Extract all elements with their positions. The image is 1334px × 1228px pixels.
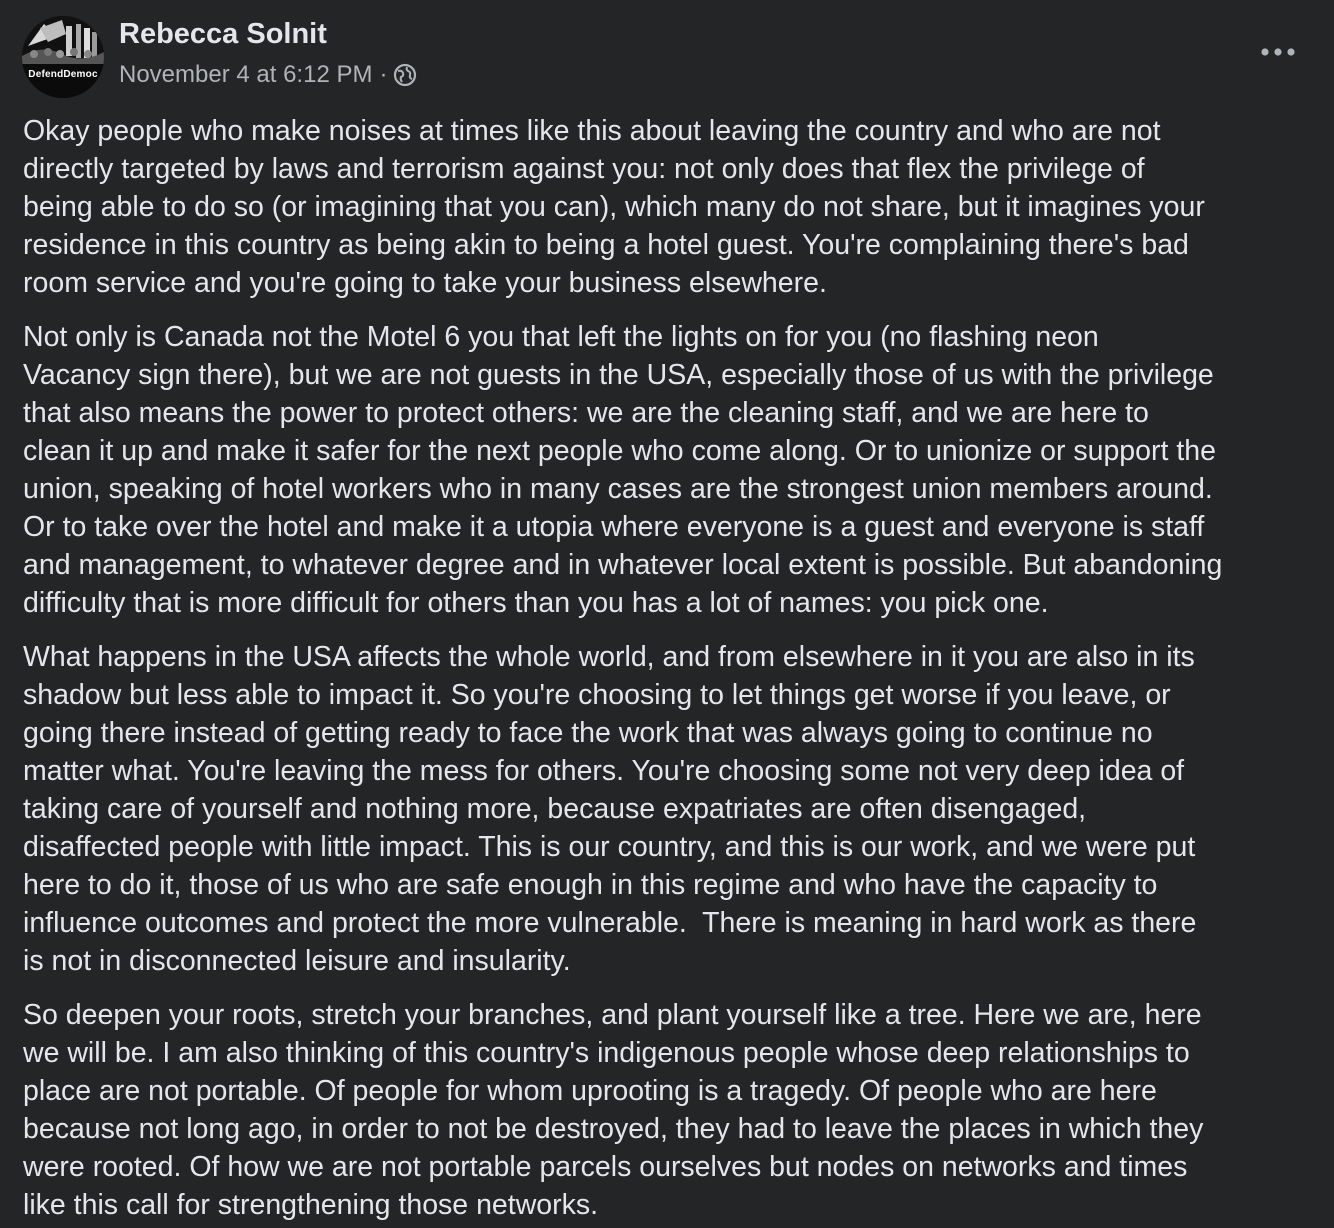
- author-name[interactable]: Rebecca Solnit: [119, 18, 327, 50]
- post-meta: [119, 60, 417, 90]
- avatar[interactable]: [22, 16, 104, 98]
- more-options-button[interactable]: [1258, 38, 1298, 66]
- post-paragraph-4: So deepen your roots, stretch your branches, and plant yourself like a tree. Here we are, here we will be. I am also thinking of this country's indigenous people whose deep relationships to place are not portable. Of people for whom uprooting is a tragedy. Of people who are here because not long ago, in order to not be destroyed, they had to leave the places in which they were rooted. Of how we are not portable parcels ourselves but nodes on networks and times like this call for strengthening those networks.: [23, 999, 1204, 1221]
- post-paragraph-1: Okay people who make noises at times like this about leaving the country and who are not directly targeted by laws and terrorism against you: not only does that flex the privilege of being able to do so (or imagining that you can), which many do not share, but it imagines your residence in this country as being akin to being a hotel guest. You're complaining there's bad room service and you're going to take your business elsewhere.: [23, 115, 1205, 299]
- more-options-icon: [1261, 48, 1295, 56]
- post-header: [0, 0, 1334, 108]
- post-timestamp[interactable]: November 4 at 6:12 PM: [119, 61, 373, 88]
- post-body: [23, 112, 1323, 1228]
- globe-icon[interactable]: [393, 63, 417, 87]
- avatar-image: [22, 16, 104, 98]
- post-paragraph-3: What happens in the USA affects the whole world, and from elsewhere in it you are also in its shadow but less able to impact it. So you're choosing to let things get worse if you leave, or going there instead of getting ready to face the work that was always going to continue no matter what. You're leaving the mess for others. You're choosing some not very deep idea of taking care of yourself and nothing more, because expatriates are often disengaged, disaffected people with little impact. This is our country, and this is our work, and we were put here to do it, those of us who are safe enough in this regime and who have the capacity to influence outcomes and protect the more vulnerable. There is meaning in hard work as there is not in disconnected leisure and insularity.: [23, 641, 1197, 977]
- post-paragraph-2: Not only is Canada not the Motel 6 you that left the lights on for you (no flashing neon Vacancy sign there), but we are not guests in the USA, especially those of us with the privilege that also means the power to protect others: we are the cleaning staff, and we are here to clean it up and make it safer for the next people who come along. Or to unionize or support the union, speaking of hotel workers who in many cases are the strongest union members around. Or to take over the hotel and make it a utopia where everyone is a guest and everyone is staff and management, to whatever degree and in whatever local extent is possible. But abandoning difficulty that is more difficult for others than you has a lot of names: you pick one.: [23, 321, 1223, 619]
- avatar-caption: DefendDemoc: [28, 69, 98, 80]
- meta-separator: ·: [379, 61, 388, 88]
